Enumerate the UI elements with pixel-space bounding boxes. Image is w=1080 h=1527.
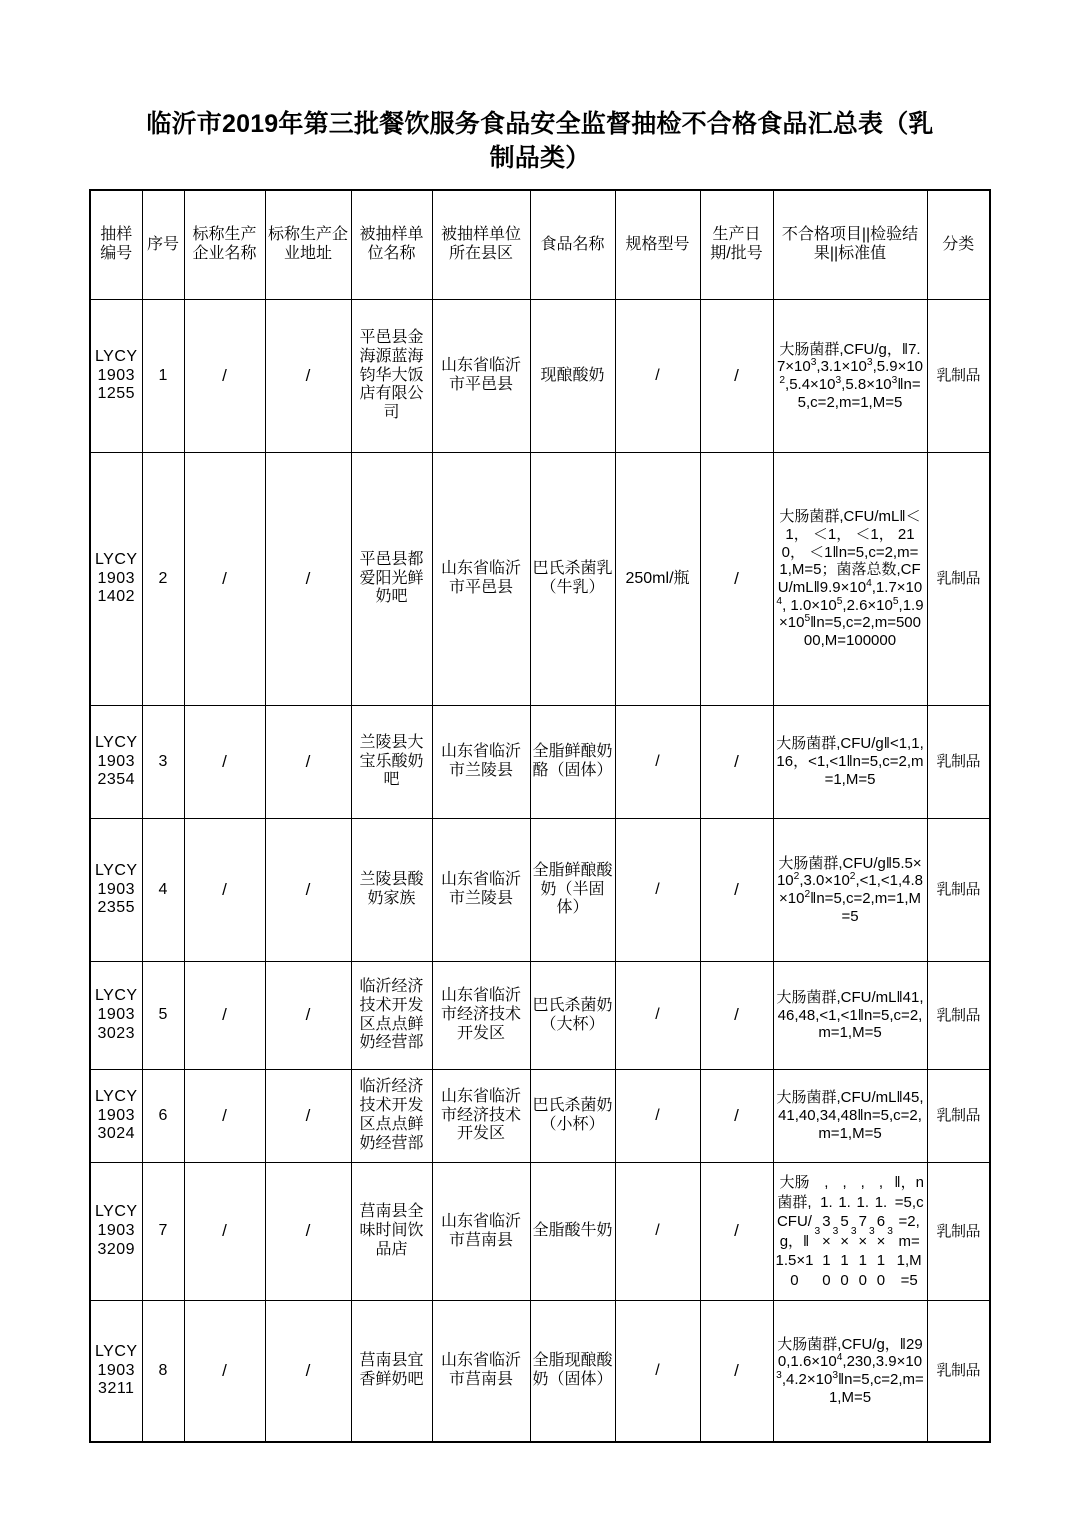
cell-manufacturer-name: /	[184, 706, 265, 819]
cell-sample-code: LYCY19033209	[90, 1163, 142, 1301]
cell-sampled-unit-county: 山东省临沂市经济技术开发区	[432, 962, 530, 1070]
cell-manufacturer-address: /	[265, 962, 351, 1070]
header-failed-item-result: 不合格项目||检验结果||标准值	[773, 190, 927, 300]
cell-production-date: /	[700, 453, 773, 706]
cell-production-date: /	[700, 819, 773, 962]
table-body	[90, 300, 990, 1443]
cell-sampled-unit-name: 临沂经济技术开发区点点鲜奶经营部	[351, 1070, 432, 1163]
cell-failed-item-result: 大肠菌群,CFU/mL‖45,41,40,34,48‖n=5,c=2,m=1,M=5	[773, 1070, 927, 1163]
header-index: 序号	[142, 190, 184, 300]
table-row	[90, 819, 990, 962]
cell-index: 1	[142, 300, 184, 453]
table-header-row	[90, 190, 990, 300]
cell-sampled-unit-name: 莒南县宜香鲜奶吧	[351, 1301, 432, 1443]
cell-sampled-unit-county: 山东省临沂市兰陵县	[432, 819, 530, 962]
cell-sample-code: LYCY19032355	[90, 819, 142, 962]
cell-manufacturer-name: /	[184, 962, 265, 1070]
table-row	[90, 706, 990, 819]
header-production-date: 生产日期/批号	[700, 190, 773, 300]
cell-sampled-unit-name: 平邑县金海源蓝海钧华大饭店有限公司	[351, 300, 432, 453]
cell-manufacturer-name: /	[184, 453, 265, 706]
cell-manufacturer-address: /	[265, 453, 351, 706]
cell-category: 乳制品	[927, 1163, 990, 1301]
header-spec-model: 规格型号	[615, 190, 700, 300]
cell-sampled-unit-name: 兰陵县大宝乐酸奶吧	[351, 706, 432, 819]
header-manufacturer-name: 标称生产企业名称	[184, 190, 265, 300]
cell-category: 乳制品	[927, 819, 990, 962]
page-title: 临沂市2019年第三批餐饮服务食品安全监督抽检不合格食品汇总表（乳制品类）	[146, 110, 934, 172]
cell-manufacturer-address: /	[265, 819, 351, 962]
cell-sample-code: LYCY19033024	[90, 1070, 142, 1163]
cell-manufacturer-address: /	[265, 1163, 351, 1301]
cell-spec-model: /	[615, 706, 700, 819]
cell-production-date: /	[700, 300, 773, 453]
cell-food-name: 现酿酸奶	[530, 300, 615, 453]
cell-production-date: /	[700, 706, 773, 819]
cell-index: 4	[142, 819, 184, 962]
header-sampled-unit-county: 被抽样单位所在县区	[432, 190, 530, 300]
cell-food-name: 全脂鲜酿酸奶（半固体）	[530, 819, 615, 962]
cell-production-date: /	[700, 1301, 773, 1443]
cell-index: 8	[142, 1301, 184, 1443]
cell-manufacturer-name: /	[184, 1301, 265, 1443]
cell-sampled-unit-county: 山东省临沂市莒南县	[432, 1163, 530, 1301]
table-row	[90, 453, 990, 706]
cell-failed-item-result: 大肠菌群,CFU/mL‖＜1， ＜1， ＜1， 210， ＜1‖n=5,c=2,m=1,M=5；菌落总数$,CFU/mL‖9.9\times 10^4,1.7\times 10^4$, $1.0\times 10^5,2.6\times 10^5,1.9\times 10^5‖n=5,c=2,m=50000,M=100000$	[773, 453, 927, 706]
cell-spec-model: /	[615, 819, 700, 962]
cell-sample-code: LYCY19033023	[90, 962, 142, 1070]
cell-failed-item-result: 大肠菌群,CFU/g‖<1,1,16，<1,<1‖n=5,c=2,m=1,M=5	[773, 706, 927, 819]
cell-manufacturer-address: /	[265, 1070, 351, 1163]
cell-spec-model: /	[615, 1070, 700, 1163]
cell-manufacturer-name: /	[184, 300, 265, 453]
cell-food-name: 全脂鲜酿奶酪（固体）	[530, 706, 615, 819]
cell-manufacturer-address: /	[265, 706, 351, 819]
cell-food-name: 巴氏杀菌奶（小杯）	[530, 1070, 615, 1163]
cell-manufacturer-address: /	[265, 300, 351, 453]
cell-index: 3	[142, 706, 184, 819]
cell-food-name: 全脂现酿酸奶（固体）	[530, 1301, 615, 1443]
cell-failed-item-result: 大肠菌群,CFU/mL‖41,46,48,<1,<1‖n=5,c=2,m=1,M=5	[773, 962, 927, 1070]
cell-index: 6	[142, 1070, 184, 1163]
header-manufacturer-address: 标称生产企业地址	[265, 190, 351, 300]
header-food-name: 食品名称	[530, 190, 615, 300]
cell-spec-model: /	[615, 300, 700, 453]
cell-manufacturer-name: /	[184, 819, 265, 962]
cell-spec-model: /	[615, 962, 700, 1070]
cell-sample-code: LYCY19033211	[90, 1301, 142, 1443]
cell-failed-item-result: 大肠菌群,CFU/g，‖1.5×10 3 ,1.3×10 3 ,1.5×10 3 ,1.7×10 3 ,1.6×10 3 ‖，n=5,c=2,m=1,M=5	[773, 1163, 927, 1301]
table-row	[90, 300, 990, 453]
cell-food-name: 全脂酸牛奶	[530, 1163, 615, 1301]
table-row	[90, 1163, 990, 1301]
cell-sampled-unit-name: 莒南县全味时间饮品店	[351, 1163, 432, 1301]
cell-sample-code: LYCY19031402	[90, 453, 142, 706]
cell-category: 乳制品	[927, 300, 990, 453]
cell-sampled-unit-name: 兰陵县酸奶家族	[351, 819, 432, 962]
cell-category: 乳制品	[927, 1070, 990, 1163]
cell-spec-model: /	[615, 1301, 700, 1443]
cell-sampled-unit-county: 山东省临沂市平邑县	[432, 453, 530, 706]
cell-production-date: /	[700, 1070, 773, 1163]
cell-manufacturer-name: /	[184, 1070, 265, 1163]
cell-sampled-unit-county: 山东省临沂市莒南县	[432, 1301, 530, 1443]
inspection-results-table	[89, 189, 991, 1443]
cell-sampled-unit-name: 临沂经济技术开发区点点鲜奶经营部	[351, 962, 432, 1070]
cell-manufacturer-name: /	[184, 1163, 265, 1301]
cell-manufacturer-address: /	[265, 1301, 351, 1443]
cell-production-date: /	[700, 1163, 773, 1301]
cell-category: 乳制品	[927, 962, 990, 1070]
table-row	[90, 962, 990, 1070]
cell-production-date: /	[700, 962, 773, 1070]
cell-food-name: 巴氏杀菌奶（大杯）	[530, 962, 615, 1070]
cell-index: 2	[142, 453, 184, 706]
cell-index: 7	[142, 1163, 184, 1301]
report-table-container	[89, 189, 991, 1443]
cell-sample-code: LYCY19032354	[90, 706, 142, 819]
header-sample-code: 抽样编号	[90, 190, 142, 300]
cell-category: 乳制品	[927, 1301, 990, 1443]
cell-spec-model: /	[615, 1163, 700, 1301]
cell-failed-item-result: 大肠菌群,CFU/g，$‖290,1.6\times 10^4,230,3.9\times 10^3,4.2\times 10^3‖n=5,c=2,m=1,M=5$	[773, 1301, 927, 1443]
cell-category: 乳制品	[927, 706, 990, 819]
table-row	[90, 1301, 990, 1443]
cell-food-name: 巴氏杀菌乳（牛乳）	[530, 453, 615, 706]
cell-failed-item-result: 大肠菌群$,CFU/g‖5.5\times 10^2,3.0\times 10^2,<1,<1,4.8\times 10^2‖n=5,c=2,m=1,M=5$	[773, 819, 927, 962]
header-category: 分类	[927, 190, 990, 300]
cell-sample-code: LYCY19031255	[90, 300, 142, 453]
cell-sampled-unit-county: 山东省临沂市经济技术开发区	[432, 1070, 530, 1163]
cell-sampled-unit-county: 山东省临沂市兰陵县	[432, 706, 530, 819]
header-sampled-unit-name: 被抽样单位名称	[351, 190, 432, 300]
cell-failed-item-result: 大肠菌群,CFU/g，$‖7.7\times 10^3,3.1\times 10^3,5.9\times 10^2,5.4\times 10^3,5.8\times 10^3‖n=5,c=2,m=1,M=5$	[773, 300, 927, 453]
cell-sampled-unit-county: 山东省临沂市平邑县	[432, 300, 530, 453]
cell-spec-model: 250ml/瓶	[615, 453, 700, 706]
cell-sampled-unit-name: 平邑县都爱阳光鲜奶吧	[351, 453, 432, 706]
cell-category: 乳制品	[927, 453, 990, 706]
cell-index: 5	[142, 962, 184, 1070]
